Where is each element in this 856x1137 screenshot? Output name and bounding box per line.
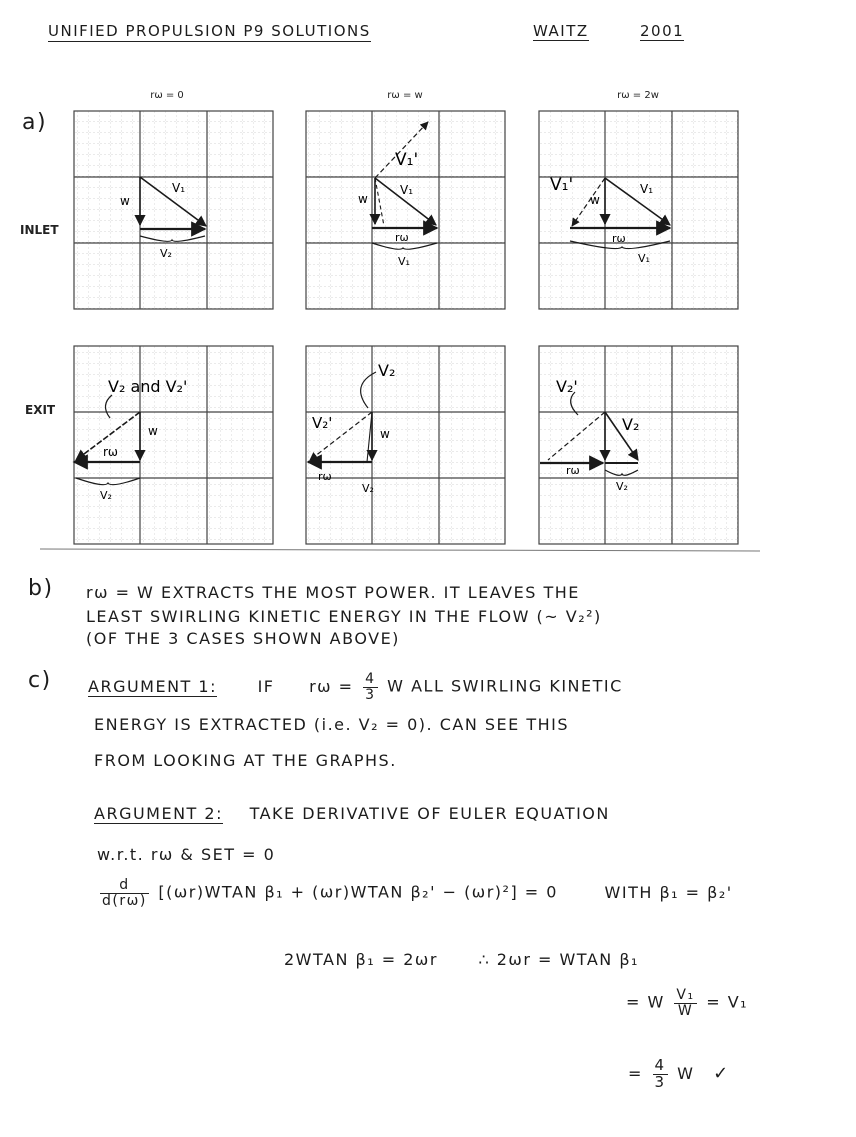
step-3-eq: = bbox=[628, 1063, 643, 1083]
derivative-den: d(rω) bbox=[102, 892, 147, 909]
argument-1-if: IF bbox=[257, 676, 275, 696]
document-year: 2001 bbox=[640, 22, 685, 40]
label-v2p-exit-rww: V₂' bbox=[312, 414, 333, 432]
label-w-exit-rw0: w bbox=[148, 424, 158, 438]
col-label-rw-2w: rω = 2w bbox=[617, 90, 659, 101]
label-v2-exit-rww: V₂ bbox=[378, 361, 396, 380]
label-v1-inlet-rw2w: V₁ bbox=[640, 182, 654, 196]
grid-inlet-rw0 bbox=[74, 111, 273, 309]
label-w-inlet-rw0: w bbox=[120, 194, 130, 208]
step-1-left: 2WTAN β₁ = 2ωr bbox=[284, 950, 438, 969]
step-3-right: W bbox=[677, 1063, 695, 1083]
part-b-line-2: LEAST SWIRLING KINETIC ENERGY IN THE FLOW (~ V₂²) bbox=[86, 607, 602, 626]
label-v2-exit-rw2w: V₂ bbox=[622, 415, 640, 434]
derivative-body: [(ωr)WTAN β₁ + (ωr)WTAN β₂' − (ωr)²] = 0 bbox=[158, 882, 558, 902]
grid-exit-rww bbox=[306, 346, 505, 544]
section-divider bbox=[40, 549, 760, 551]
argument-2-text: TAKE DERIVATIVE OF EULER EQUATION bbox=[249, 804, 610, 823]
argument-1-line-3: FROM LOOKING AT THE GRAPHS. bbox=[94, 751, 397, 770]
argument-2-title: ARGUMENT 2: bbox=[94, 804, 223, 823]
author-name: WAITZ bbox=[533, 22, 589, 40]
argument-1-line-2: ENERGY IS EXTRACTED (i.e. V₂ = 0). CAN SEE THIS bbox=[94, 715, 570, 734]
argument-1-fraction bbox=[363, 672, 377, 702]
derivative-operator bbox=[100, 878, 149, 908]
part-a-label: a) bbox=[22, 110, 48, 135]
col-label-rw-w: rω = w bbox=[387, 90, 423, 101]
derivative-num: d bbox=[100, 878, 149, 894]
label-v2-inlet-rw0: V₂ bbox=[160, 247, 172, 260]
label-v1-inlet-rw0: V₁ bbox=[172, 181, 186, 195]
step-2-right: = V₁ bbox=[706, 992, 749, 1012]
derivative-equation bbox=[97, 878, 733, 908]
grid-inlet-rww bbox=[306, 111, 505, 309]
document-title: UNIFIED PROPULSION P9 SOLUTIONS bbox=[48, 22, 371, 40]
row-label-inlet: INLET bbox=[20, 223, 59, 237]
argument-1-frac-den: 3 bbox=[365, 686, 376, 703]
step-2-frac-den: W bbox=[677, 1002, 694, 1019]
label-v1-bottom-inlet-rw2w: V₁ bbox=[638, 252, 650, 265]
label-v2-exit-rw0: V₂ bbox=[100, 489, 112, 502]
argument-1-title: ARGUMENT 1: bbox=[88, 676, 217, 696]
label-v1-inlet-rww: V₁ bbox=[400, 183, 414, 197]
velocity-triangle-diagrams bbox=[0, 0, 856, 560]
label-v1-bottom-inlet-rww: V₁ bbox=[398, 255, 410, 268]
step-2 bbox=[626, 988, 748, 1018]
argument-1-line bbox=[88, 672, 623, 702]
part-b-line-3: (OF THE 3 CASES SHOWN ABOVE) bbox=[86, 629, 400, 648]
label-v2-bottom-exit-rww: V₂ bbox=[362, 482, 374, 495]
argument-1-frac-num: 4 bbox=[365, 671, 376, 687]
label-v1p-inlet-rw2w: V₁' bbox=[550, 175, 574, 195]
label-rw-inlet-rww: rω bbox=[395, 231, 409, 244]
derivative-condition: WITH β₁ = β₂' bbox=[604, 882, 733, 902]
label-w-inlet-rww: w bbox=[358, 192, 368, 206]
argument-1-eq-left: rω = bbox=[309, 676, 354, 696]
step-3 bbox=[628, 1058, 730, 1091]
label-v2-bottom-exit-rw2w: V₂ bbox=[616, 480, 628, 493]
grid-inlet-rw2w bbox=[539, 111, 738, 309]
grid-exit-rw2w bbox=[539, 346, 738, 544]
step-1 bbox=[284, 950, 639, 969]
label-rw-exit-rw2w: rω bbox=[566, 464, 580, 477]
col-label-rw-0: rω = 0 bbox=[150, 90, 184, 101]
step-2-fraction bbox=[674, 988, 696, 1018]
step-2-frac-num: V₁ bbox=[676, 987, 695, 1003]
check-mark-icon: ✓ bbox=[713, 1062, 730, 1084]
part-b-line-1: rω = W EXTRACTS THE MOST POWER. IT LEAVES THE bbox=[86, 583, 580, 602]
step-3-fraction bbox=[653, 1058, 668, 1091]
step-3-frac-num: 4 bbox=[654, 1056, 666, 1074]
step-1-right: ∴ 2ωr = WTAN β₁ bbox=[478, 950, 639, 969]
label-v1p-inlet-rww: V₁' bbox=[395, 150, 419, 170]
argument-1-eq-right: W ALL SWIRLING KINETIC bbox=[387, 676, 623, 696]
label-rw-inlet-rw2w: rω bbox=[612, 232, 626, 245]
label-v2-and-v2p-exit-rw0: V₂ and V₂' bbox=[108, 377, 188, 396]
part-c-label: c) bbox=[28, 668, 52, 693]
step-3-frac-den: 3 bbox=[654, 1072, 666, 1091]
argument-2-line bbox=[94, 804, 610, 823]
row-label-exit: EXIT bbox=[25, 403, 56, 417]
part-b-label: b) bbox=[28, 576, 54, 601]
label-v2p-exit-rw2w: V₂' bbox=[556, 377, 578, 396]
argument-2-wrt: w.r.t. rω & SET = 0 bbox=[97, 845, 276, 864]
label-rw-exit-rw0: rω bbox=[103, 445, 118, 459]
label-w-exit-rww: w bbox=[380, 427, 390, 441]
label-rw-exit-rww: rω bbox=[318, 470, 332, 483]
step-2-eq: = W bbox=[626, 992, 665, 1012]
label-w-inlet-rw2w: w bbox=[590, 193, 600, 207]
